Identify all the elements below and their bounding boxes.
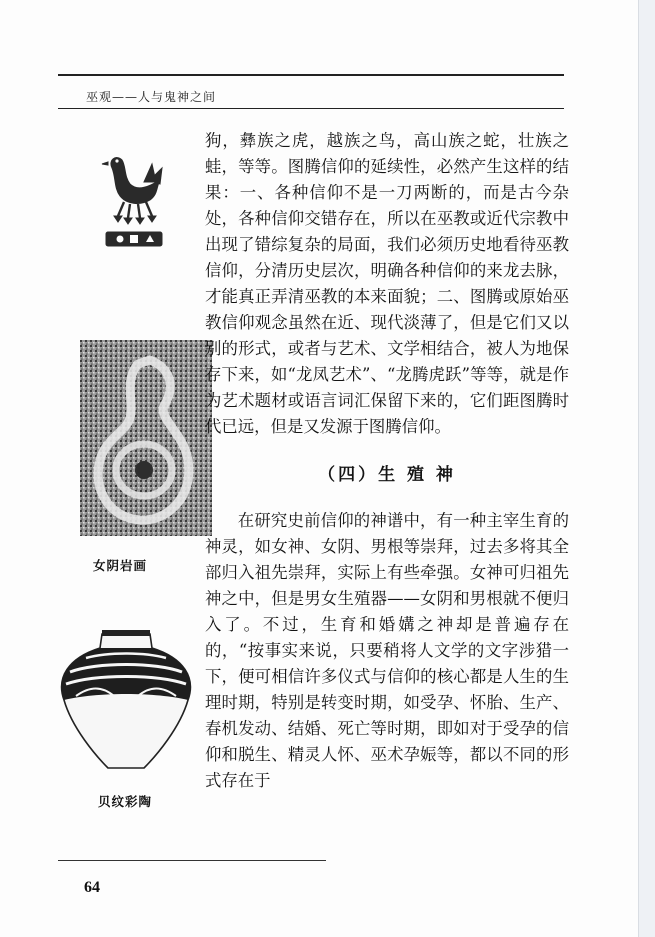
header-rule-bottom	[58, 108, 564, 109]
rock-painting-image	[80, 340, 212, 536]
viewer-side-strip	[638, 0, 655, 937]
page-number: 64	[84, 879, 100, 896]
paragraph-1: 狗，彝族之虎，越族之鸟，高山族之蛇，壮族之蛙，等等。图腾信仰的延续性，必然产生这样的结果：一、各种信仰不是一刀两断的，而是古今杂处，各种信仰交错存在，所以在巫教或近代宗教中出现了错综复杂的局面，我们必须历史地看待巫教信仰，分清历史层次，明确各种信仰的来龙去脉，才能真正弄清巫教的本来面貌；二、图腾或原始巫教信仰观念虽然在近、现代淡薄了，但是它们又以别的形式，或者与艺术、文学相结合，被人为地保存下来，如“龙凤艺术”、“龙腾虎跃”等等，就是作为艺术题材或语言词汇保留下来的，它们距图腾时代已远，但是又发源于图腾信仰。	[205, 131, 569, 436]
footer-rule	[58, 860, 326, 861]
running-header: 巫观——人与鬼神之间	[86, 90, 217, 104]
bird-totem-icon	[100, 146, 170, 251]
painted-pottery-caption: 贝纹彩陶	[98, 794, 153, 809]
painted-pottery-image	[56, 628, 196, 774]
header-rule-top	[58, 74, 564, 76]
paragraph-2: 在研究史前信仰的神谱中，有一种主宰生育的神灵，如女神、女阴、男根等崇拜，过去多将其全部归入祖先崇拜，实际上有些牵强。女神可归祖先神之中，但是男女生殖器——女阴和男根就不便归入了。不过，生育和婚媾之神却是普遍存在的，“按事实来说，只要稍将人文学的文字涉猎一下，便可相信许多仪式与信仰的核心都是人生的生理时期，特别是转变时期，如受孕、怀胎、生产、春机发动、结婚、死亡等时期，即如对于受孕的信仰和脱生、精灵人怀、巫术孕娠等，都以不同的形式存在于	[205, 511, 569, 790]
rock-painting-caption: 女阴岩画	[93, 558, 148, 573]
section-heading: （四）生 殖 神	[318, 465, 456, 485]
body-text	[205, 128, 569, 794]
